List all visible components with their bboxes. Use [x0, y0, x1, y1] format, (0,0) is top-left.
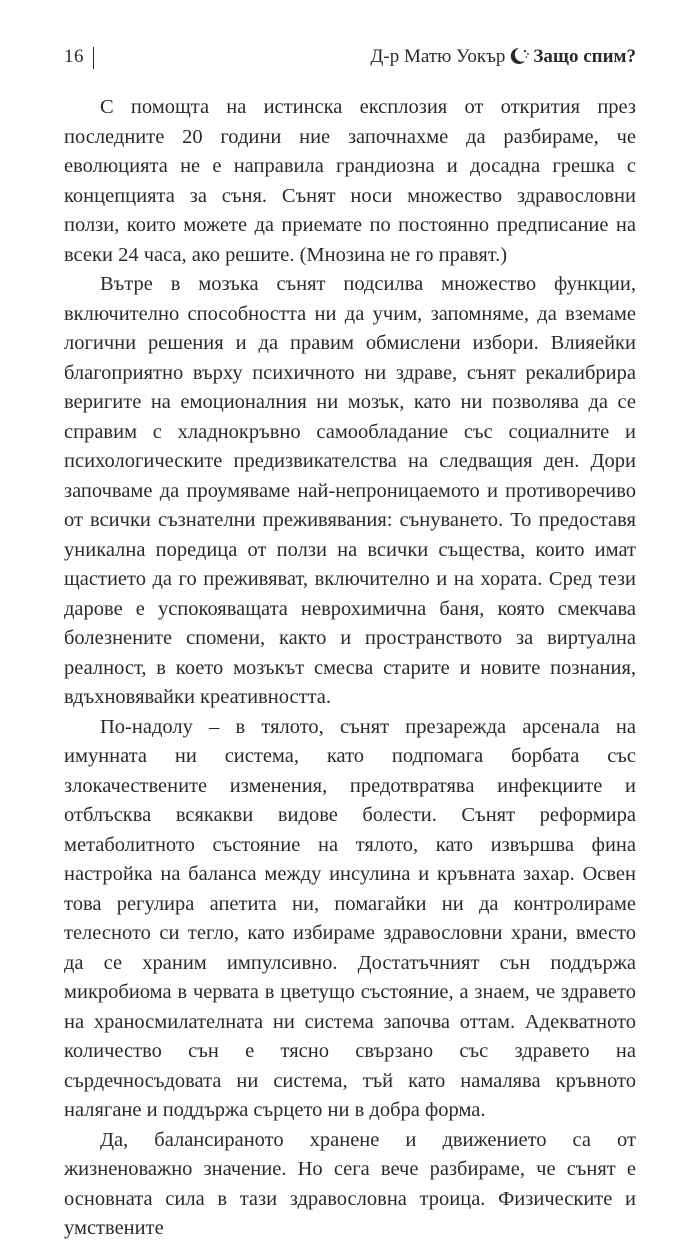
paragraph: Да, балансираното хранене и движението са от жизненоважно значение. Но сега вече разбираме, че сънят е основната сила в тази здравословна троица. Физическите и умствените	[64, 1128, 636, 1239]
book-title: Защо спим?	[533, 46, 636, 67]
running-title	[370, 46, 636, 68]
paragraph: С помощта на истинска експлозия от открития през последните 20 години ние започнахме да разбираме, че еволюцията не е направила грандиозна и досадна грешка с концепцията за съня. Сънят носи множество здравословни ползи, които можете да приемате по постоянно предписание на всеки 24 часа, ако решите. (Мнозина не го правят.)	[64, 96, 636, 266]
running-header	[64, 44, 636, 72]
paragraph: Вътре в мозъка сънят подсилва множество функции, включително способността ни да учим, запомняме, да вземаме логични решения и да правим обмислени избори. Влияейки благоприятно върху психичното ни здраве, сънят рекалибрира веригите на емоционалния ни мозък, като ни позволява да се справим с хладнокръвно самообладание със социалните и психологическите предизвикателства на следващия ден. Дори започваме да проумяваме най-непроницаемото и противоречиво от всички съзнателни преживявания: сънуването. То предоставя уникална поредица от ползи на всички същества, които имат щастието да го преживяват, включително и на хората. Сред тези дарове е успокояващата неврохимична баня, която смекчава болезнените спомени, както и пространството за виртуална реалност, в което мозъкът смесва старите и новите познания, вдъхновявайки креативността.	[64, 273, 636, 708]
body-text	[64, 93, 636, 1244]
page-number: 16	[64, 46, 84, 67]
paragraph: По-надолу – в тялото, сънят презарежда арсенала на имунната ни система, като подпомага борбата със злокачествените изменения, предотвратява инфекциите и отблъсква всякакви видове болести. Сънят реформира метаболитното състояние на тялото, като извършва фина настройка на баланса между инсулина и кръвната захар. Освен това регулира апетита ни, помагайки ни да контролираме телесното си тегло, като избираме здравословни храни, вместо да се храним импулсивно. Достатъчният сън поддържа микробиома в червата в цветущо състояние, а знаем, че здравето на храносмилателната ни система започва оттам. Адекватното количество сън е тясно свързано със здравето на сърдечносъдовата ни система, тъй като намалява кръвното налягане и поддържа сърцето ни в добра форма.	[64, 715, 636, 1121]
moon-stars-icon	[510, 47, 530, 65]
author-name: Д-р Матю Уокър	[370, 46, 506, 67]
